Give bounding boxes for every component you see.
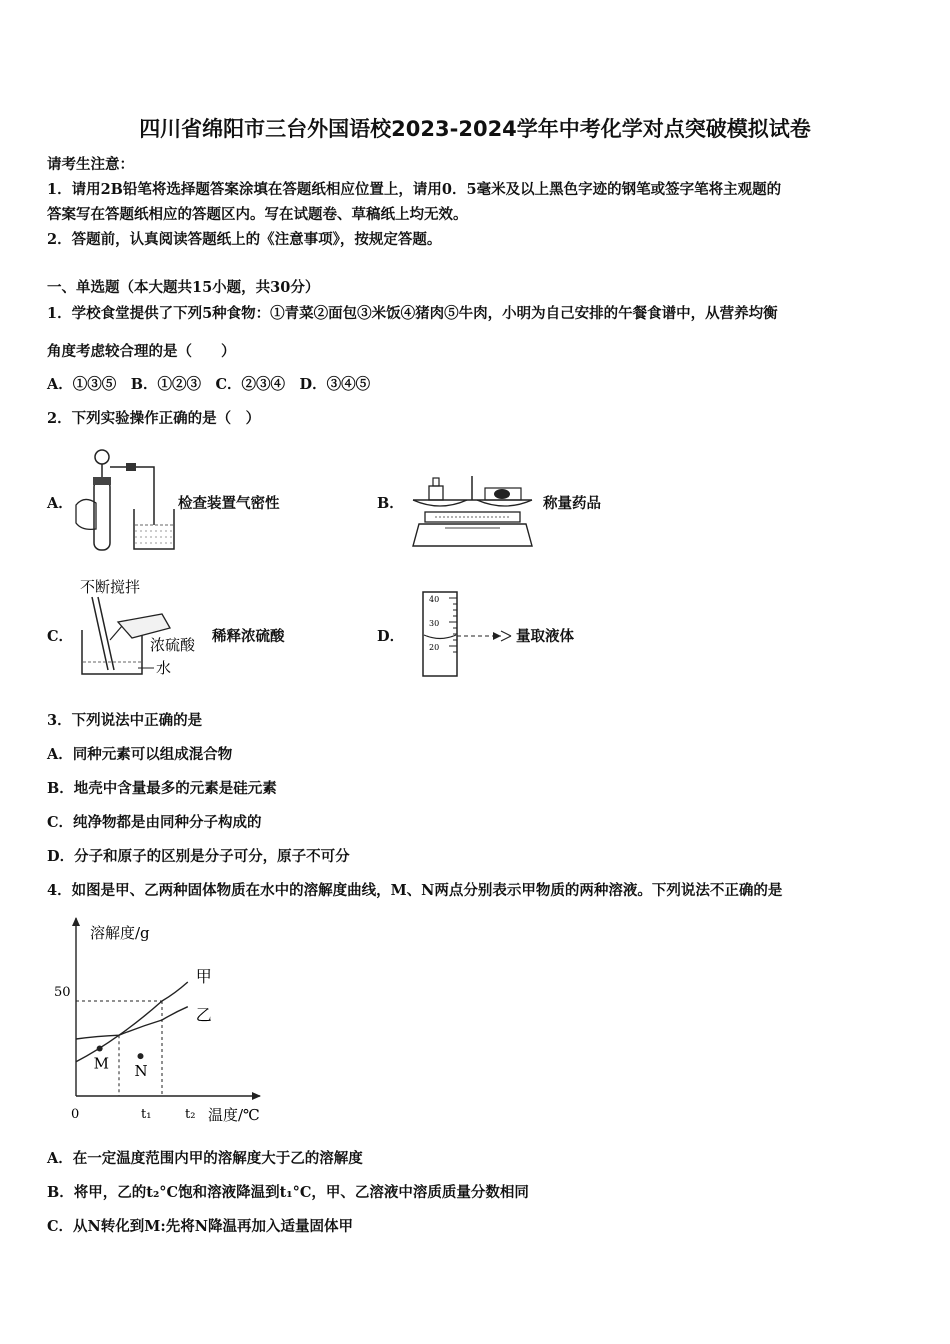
- page-title: 四川省绵阳市三台外国语校2023-2024学年中考化学对点突破模拟试卷: [139, 117, 811, 141]
- q2-option-d-label: D．: [377, 628, 405, 645]
- notice-line: 1．请用2B铅笔将选择题答案涂填在答题纸相应位置上，请用0．5毫米及以上黑色字迹的钢笔或签字笔将主观题的: [47, 181, 782, 198]
- q2-option-b-label: B．: [377, 495, 404, 512]
- series-label-jia: 甲: [195, 967, 212, 986]
- balance-scale-figure: [405, 472, 540, 552]
- curve-yi: [76, 1007, 188, 1039]
- q2-option-b-text: 称量药品: [543, 495, 601, 512]
- x-tick-label-t1: t₁: [141, 1107, 152, 1122]
- tick-20: 20: [429, 643, 440, 652]
- series-label-yi: 乙: [195, 1005, 212, 1025]
- curve-jia: [76, 982, 188, 1062]
- point-label-n: N: [134, 1062, 148, 1081]
- q3-option-c: C．纯净物都是由同种分子构成的: [47, 814, 262, 831]
- point-n: [138, 1053, 144, 1059]
- graduated-cylinder-figure: [415, 588, 520, 680]
- notice-line: 2．答题前，认真阅读答题纸上的《注意事项》，按规定答题。: [47, 231, 442, 248]
- y-axis-label: 溶解度/g: [90, 924, 150, 942]
- q4-option-a: A．在一定温度范围内甲的溶解度大于乙的溶解度: [47, 1150, 363, 1167]
- point-m: [97, 1046, 103, 1052]
- stir-label: 不断搅拌: [80, 578, 141, 596]
- section-heading: 一、单选题（本大题共15小题，共30分）: [47, 279, 320, 296]
- q1-stem-cont: 角度考虑较合理的是（ ）: [47, 343, 236, 360]
- q4-option-b: B．将甲，乙的t₂°C饱和溶液降温到t₁°C，甲、乙溶液中溶质质量分数相同: [47, 1184, 529, 1201]
- point-label-m: M: [93, 1054, 110, 1073]
- q4-stem: 4．如图是甲、乙两种固体物质在水中的溶解度曲线，M、N两点分别表示甲物质的两种溶液。下列说法不正确的是: [47, 882, 783, 899]
- solubility-chart: [40, 910, 290, 1130]
- y-tick-label-50: 50: [54, 985, 71, 1000]
- notice-line: 答案写在答题纸相应的答题区内。写在试题卷、草稿纸上均无效。: [47, 206, 468, 223]
- origin-label: 0: [71, 1107, 80, 1122]
- dilute-acid-figure: [70, 572, 215, 684]
- q2-option-d-text: 量取液体: [516, 628, 574, 645]
- x-axis-label: 温度/℃: [208, 1106, 260, 1124]
- notice-heading: 请考生注意：: [47, 156, 134, 173]
- q1-options: A．①③⑤ B．①②③ C．②③④ D．③④⑤: [47, 376, 371, 393]
- acid-label: 浓硫酸: [150, 636, 196, 654]
- q2-option-a-label: A．: [47, 495, 73, 512]
- tick-30: 30: [429, 619, 440, 628]
- q2-option-a-text: 检查装置气密性: [178, 495, 280, 512]
- q3-stem: 3．下列说法中正确的是: [47, 712, 203, 729]
- q3-option-a: A．同种元素可以组成混合物: [47, 746, 233, 763]
- q4-option-c: C．从N转化到M:先将N降温再加入适量固体甲: [47, 1218, 353, 1235]
- q1-stem: 1．学校食堂提供了下列5种食物：①青菜②面包③米饭④猪肉⑤牛肉，小明为自己安排的午餐食谱中，从营养均衡: [47, 305, 778, 322]
- x-tick-label-t2: t₂: [185, 1107, 196, 1122]
- water-label: 水: [156, 659, 172, 677]
- q3-option-d: D．分子和原子的区别是分子可分，原子不可分: [47, 848, 350, 865]
- tick-40: 40: [429, 595, 440, 604]
- airtightness-apparatus-figure: [70, 445, 180, 555]
- q2-option-c-label: C．: [47, 628, 74, 645]
- q3-option-b: B．地壳中含量最多的元素是硅元素: [47, 780, 277, 797]
- q2-stem: 2．下列实验操作正确的是（ ）: [47, 410, 261, 427]
- q2-option-c-text: 稀释浓硫酸: [212, 628, 285, 645]
